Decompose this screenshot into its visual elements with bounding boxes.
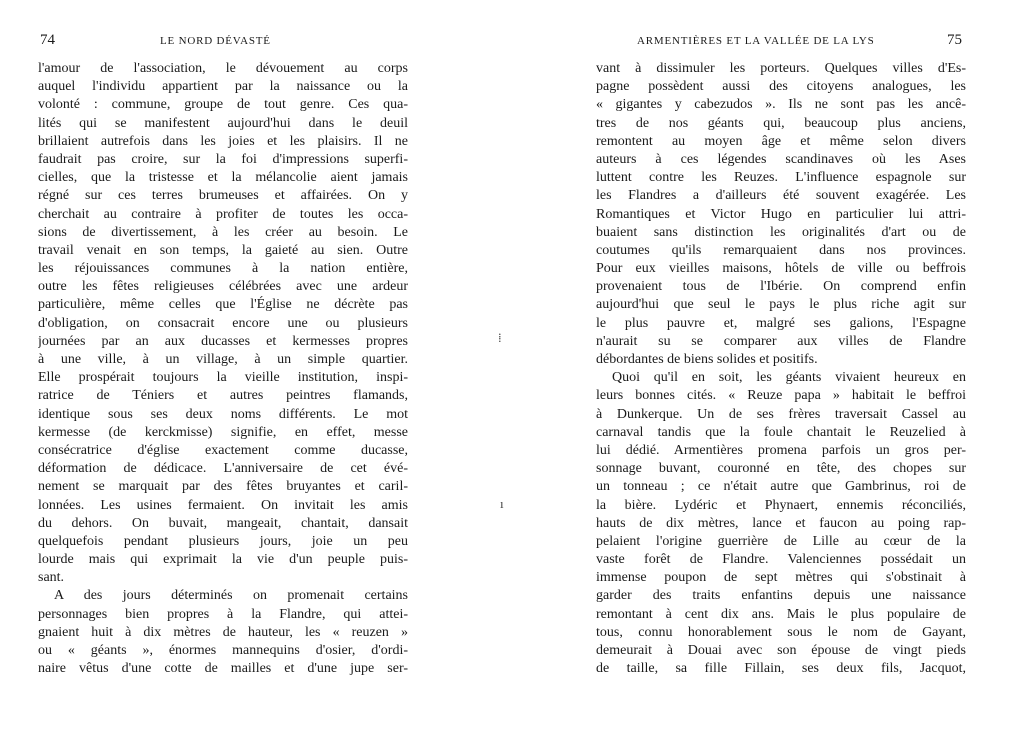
text-line: leurs bonnes cités. « Reuze papa » habitait le beffroi [596,388,966,404]
text-line: luttent contre les Reuzes. L'influence espagnole sur [596,170,966,186]
right-page-number: 75 [947,32,962,48]
text-line: les réjouissances communes à la nation entière, [38,261,408,277]
gutter-mark: ⁞ [498,330,502,345]
text-line: outre les fêtes religieuses célébrées avec une ardeur [38,279,408,295]
text-line: gnaient huit à dix mètres de hauteur, les « reuzen » [38,624,408,640]
gutter-mark: ı [500,496,504,511]
text-line: volonté : commune, groupe de tout genre. Ces qua- [38,97,408,113]
text-line: coutumes qu'ils remarquaient dans nos provinces. [596,242,966,258]
text-line: à une ville, à un village, à un simple quartier. [38,352,408,367]
text-line: A des jours déterminés on promenait certains [54,588,408,604]
text-line: pagne possèdent aussi des citoyens analogues, les [596,79,966,95]
right-page [596,0,966,749]
left-page [38,0,408,749]
text-line: cherchait au contraire à profiter de toutes les occa- [38,206,408,222]
text-line: à Dunkerque. Un de ses frères traversait Cassel au [596,406,966,422]
text-line: lourde mais qui exprimait la vie d'un peuple puis- [38,552,408,568]
text-line: les Flandres a d'ailleurs été souvent exagérée. Les [596,188,966,204]
text-line: consécratrice d'église exactement comme ducasse, [38,442,408,458]
text-line: demeurait à Douai avec son épouse de vingt pieds [596,643,966,658]
text-line: remontant à cent dix ans. Mais le plus populaire de [596,606,966,622]
left-page-body [38,60,408,678]
text-line: débordantes de biens solides et positifs. [596,352,818,367]
text-line: n'aurait su se comparer aux villes de Flandre [596,333,966,349]
text-line: quelquefois pendant plusieurs jours, joie un peu [38,533,408,549]
text-line: faudrait pas croire, sur la foi d'impressions superfi- [38,151,408,167]
text-line: auquel l'individu appartient par la naissance ou la [38,79,408,95]
text-line: lui dédié. Armentières promena parfois un gros per- [596,442,966,458]
right-running-head [596,33,966,53]
text-line: d'obligation, on consacrait encore une ou plusieurs [38,315,408,331]
text-line: lonnées. Les usines fermaient. On invitait les amis [38,497,408,513]
text-line: cielles, que la tristesse et la mélancolie aient jamais [38,170,408,186]
text-line: Romantiques et Victor Hugo en particulier lui attri- [596,206,966,222]
text-line: travail venait en son temps, la gaieté au sien. Outre [38,242,408,258]
text-line: l'amour de l'association, le dévouement au corps [38,61,408,76]
text-line: de taille, sa fille Fillain, ses deux fils, Jacquot, [596,661,966,677]
text-line: sonnage buvant, couronné en tête, des chopes sur [596,461,966,477]
text-line: déformation de dédicace. L'anniversaire de cet évé- [38,461,408,477]
text-line: immense poupon de sept mètres qui s'obstinait à [596,570,966,586]
text-line: vant à dissimuler les porteurs. Quelques villes d'Es- [596,61,966,76]
text-line: brillaient autrefois dans les joies et les plaisirs. Il ne [38,133,408,149]
text-line: garder des traits enfantins depuis une naissance [596,588,966,604]
text-line: lités qui se manifestent aujourd'hui dans le deuil [38,115,408,131]
text-line: ratrice de Téniers et autres peintres flamands, [38,388,408,404]
left-running-head [38,33,408,53]
text-line: sions de divertissement, à les créer au besoin. Le [38,224,408,240]
text-line: identique sous ses deux noms différents. Le mot [38,406,408,422]
left-page-number: 74 [40,32,55,48]
text-line: remontent au moyen âge et même selon divers [596,133,966,149]
text-line: « gigantes y cabezudos ». Ils ne sont pas les ancê- [596,97,966,113]
text-line: la bière. Lydéric et Phynaert, ennemis réconciliés, [596,497,966,513]
text-line: naire vêtus d'une cotte de mailles et d'une jupe ser- [38,661,408,677]
text-line: provenaient tous de l'Ibérie. On comprend enfin [596,279,966,295]
text-line: Quoi qu'il en soit, les géants vivaient heureux en [612,370,966,386]
right-page-body [596,60,966,678]
text-line: buaient sans distinction les originalités d'art ou de [596,224,966,240]
text-line: journées par an aux ducasses et kermesses propres [38,333,408,349]
text-line: tous, connu honorablement sous le nom de Gayant, [596,624,966,640]
text-line: régné sur ces terres brumeuses et affairées. On y [38,188,408,204]
text-line: ou « géants », énormes mannequins d'osier, d'ordi- [38,643,408,658]
right-running-title: ARMENTIÈRES ET LA VALLÉE DE LA LYS [637,35,875,47]
text-line: personnages bien propres à la Flandre, qui attei- [38,606,408,622]
text-line: tres de nos géants qui, beaucoup plus anciens, [596,115,966,131]
text-line: nement se marquait par des fêtes bruyantes et caril- [38,479,408,495]
text-line: vaste forêt de Flandre. Valenciennes possédait un [596,552,966,568]
text-line: carnaval tandis que la foule chantait le Reuzelied à [596,424,966,440]
text-line: le plus pauvre et, malgré ses galions, l'Espagne [596,315,966,331]
text-line: Elle prospérait toujours la vieille institution, inspi- [38,370,408,386]
text-line: sant. [38,570,65,586]
text-line: auteurs à ces légendes scandinaves où les Ases [596,151,966,167]
text-line: hauts de dix mètres, lance et faucon au poing rap- [596,515,966,531]
text-line: particulière, même celles que l'Église ne décrète pas [38,297,408,313]
left-running-title: LE NORD DÉVASTÉ [160,35,271,47]
text-line: pelaient l'origine guerrière de Lille au cœur de la [596,533,966,549]
text-line: du dehors. On buvait, mangeait, chantait, dansait [38,515,408,531]
text-line: aujourd'hui que seul le pays le plus riche agit sur [596,297,966,313]
text-line: Pour eux vieilles maisons, hôtels de ville ou beffrois [596,261,966,277]
text-line: kermesse (de kerckmisse) signifie, en effet, messe [38,424,408,440]
text-line: un tonneau ; ce n'était autre que Gambrinus, roi de [596,479,966,495]
